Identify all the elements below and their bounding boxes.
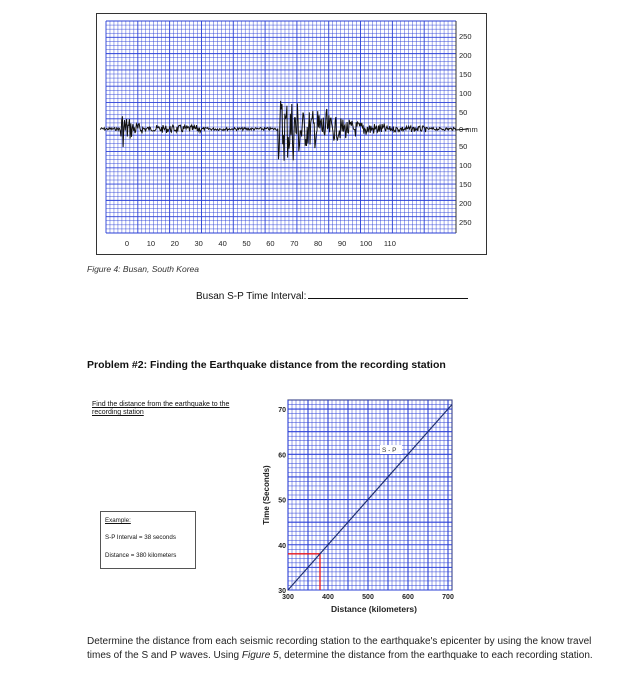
seismogram-x-tick: 80 [314, 239, 323, 248]
seismogram-x-tick: 30 [194, 239, 203, 248]
seismogram-y-tick: 200 [459, 199, 472, 208]
seismogram-x-tick: 50 [242, 239, 251, 248]
seismogram-x-tick: 0 [124, 239, 130, 248]
seismogram-y-tick: 150 [459, 70, 472, 79]
x-tick-label: 600 [402, 594, 414, 601]
x-axis-label: Distance (kilometers) [331, 604, 417, 614]
x-tick-label: 500 [362, 594, 374, 601]
y-axis-label: Time (Seconds) [262, 465, 271, 525]
instructions-paragraph [87, 635, 607, 662]
seismogram-y-tick: 50 [459, 108, 468, 117]
instructions-text-after: , determine the distance from the earthquake to each recording station. [278, 649, 593, 661]
instructions-text-before: Determine the distance from each seismic recording station to the earthquake's epicenter by using the know travel times of the S and P waves. Using [87, 636, 592, 661]
y-tick-label: 30 [278, 588, 286, 595]
seismogram-x-tick: 20 [170, 239, 179, 248]
interval-answer-line [196, 289, 468, 302]
interval-label: Busan S-P Time Interval: [196, 291, 307, 302]
seismogram-zero-label: 0 mm [459, 125, 478, 134]
seismogram-y-tick: 150 [459, 180, 472, 189]
x-tick-label: 400 [322, 594, 334, 601]
example-box [100, 511, 196, 569]
seismogram-x-tick: 10 [146, 239, 156, 248]
interval-answer-blank[interactable] [308, 289, 468, 299]
seismogram-y-tick: 100 [459, 161, 472, 170]
figure-reference: Figure 5 [241, 649, 279, 661]
y-tick-label: 50 [278, 497, 286, 505]
seismogram-x-tick: 100 [359, 239, 373, 248]
seismogram-x-tick: 90 [337, 239, 347, 248]
sp-series-label: S - P [382, 447, 397, 455]
side-note: Find the distance from the earthquake to the recording station [92, 401, 230, 416]
problem-heading: Problem #2: Finding the Earthquake distance from the recording station [87, 359, 446, 371]
y-tick-label: 60 [278, 452, 286, 460]
sp-distance-chart [255, 392, 460, 624]
seismogram-figure [96, 13, 488, 256]
y-tick-label: 70 [278, 407, 286, 415]
example-distance: Distance = 380 kilometers [105, 552, 177, 559]
example-interval: S-P Interval = 38 seconds [105, 534, 176, 541]
x-tick-label: 300 [282, 594, 294, 601]
seismogram-x-tick: 60 [266, 239, 275, 248]
seismogram-y-tick: 50 [459, 142, 468, 151]
seismogram-y-tick: 250 [459, 218, 472, 227]
y-tick-label: 40 [278, 542, 286, 550]
seismogram-x-tick: 70 [290, 239, 299, 248]
seismogram-y-tick: 200 [459, 51, 472, 60]
seismogram-y-tick: 250 [459, 32, 472, 41]
example-title: Example: [105, 517, 131, 524]
figure-caption: Figure 4: Busan, South Korea [87, 264, 199, 274]
seismogram-x-tick: 110 [383, 239, 396, 248]
seismogram-y-tick: 100 [459, 89, 472, 98]
seismogram-x-tick: 40 [218, 239, 227, 248]
x-tick-label: 700 [442, 594, 454, 601]
